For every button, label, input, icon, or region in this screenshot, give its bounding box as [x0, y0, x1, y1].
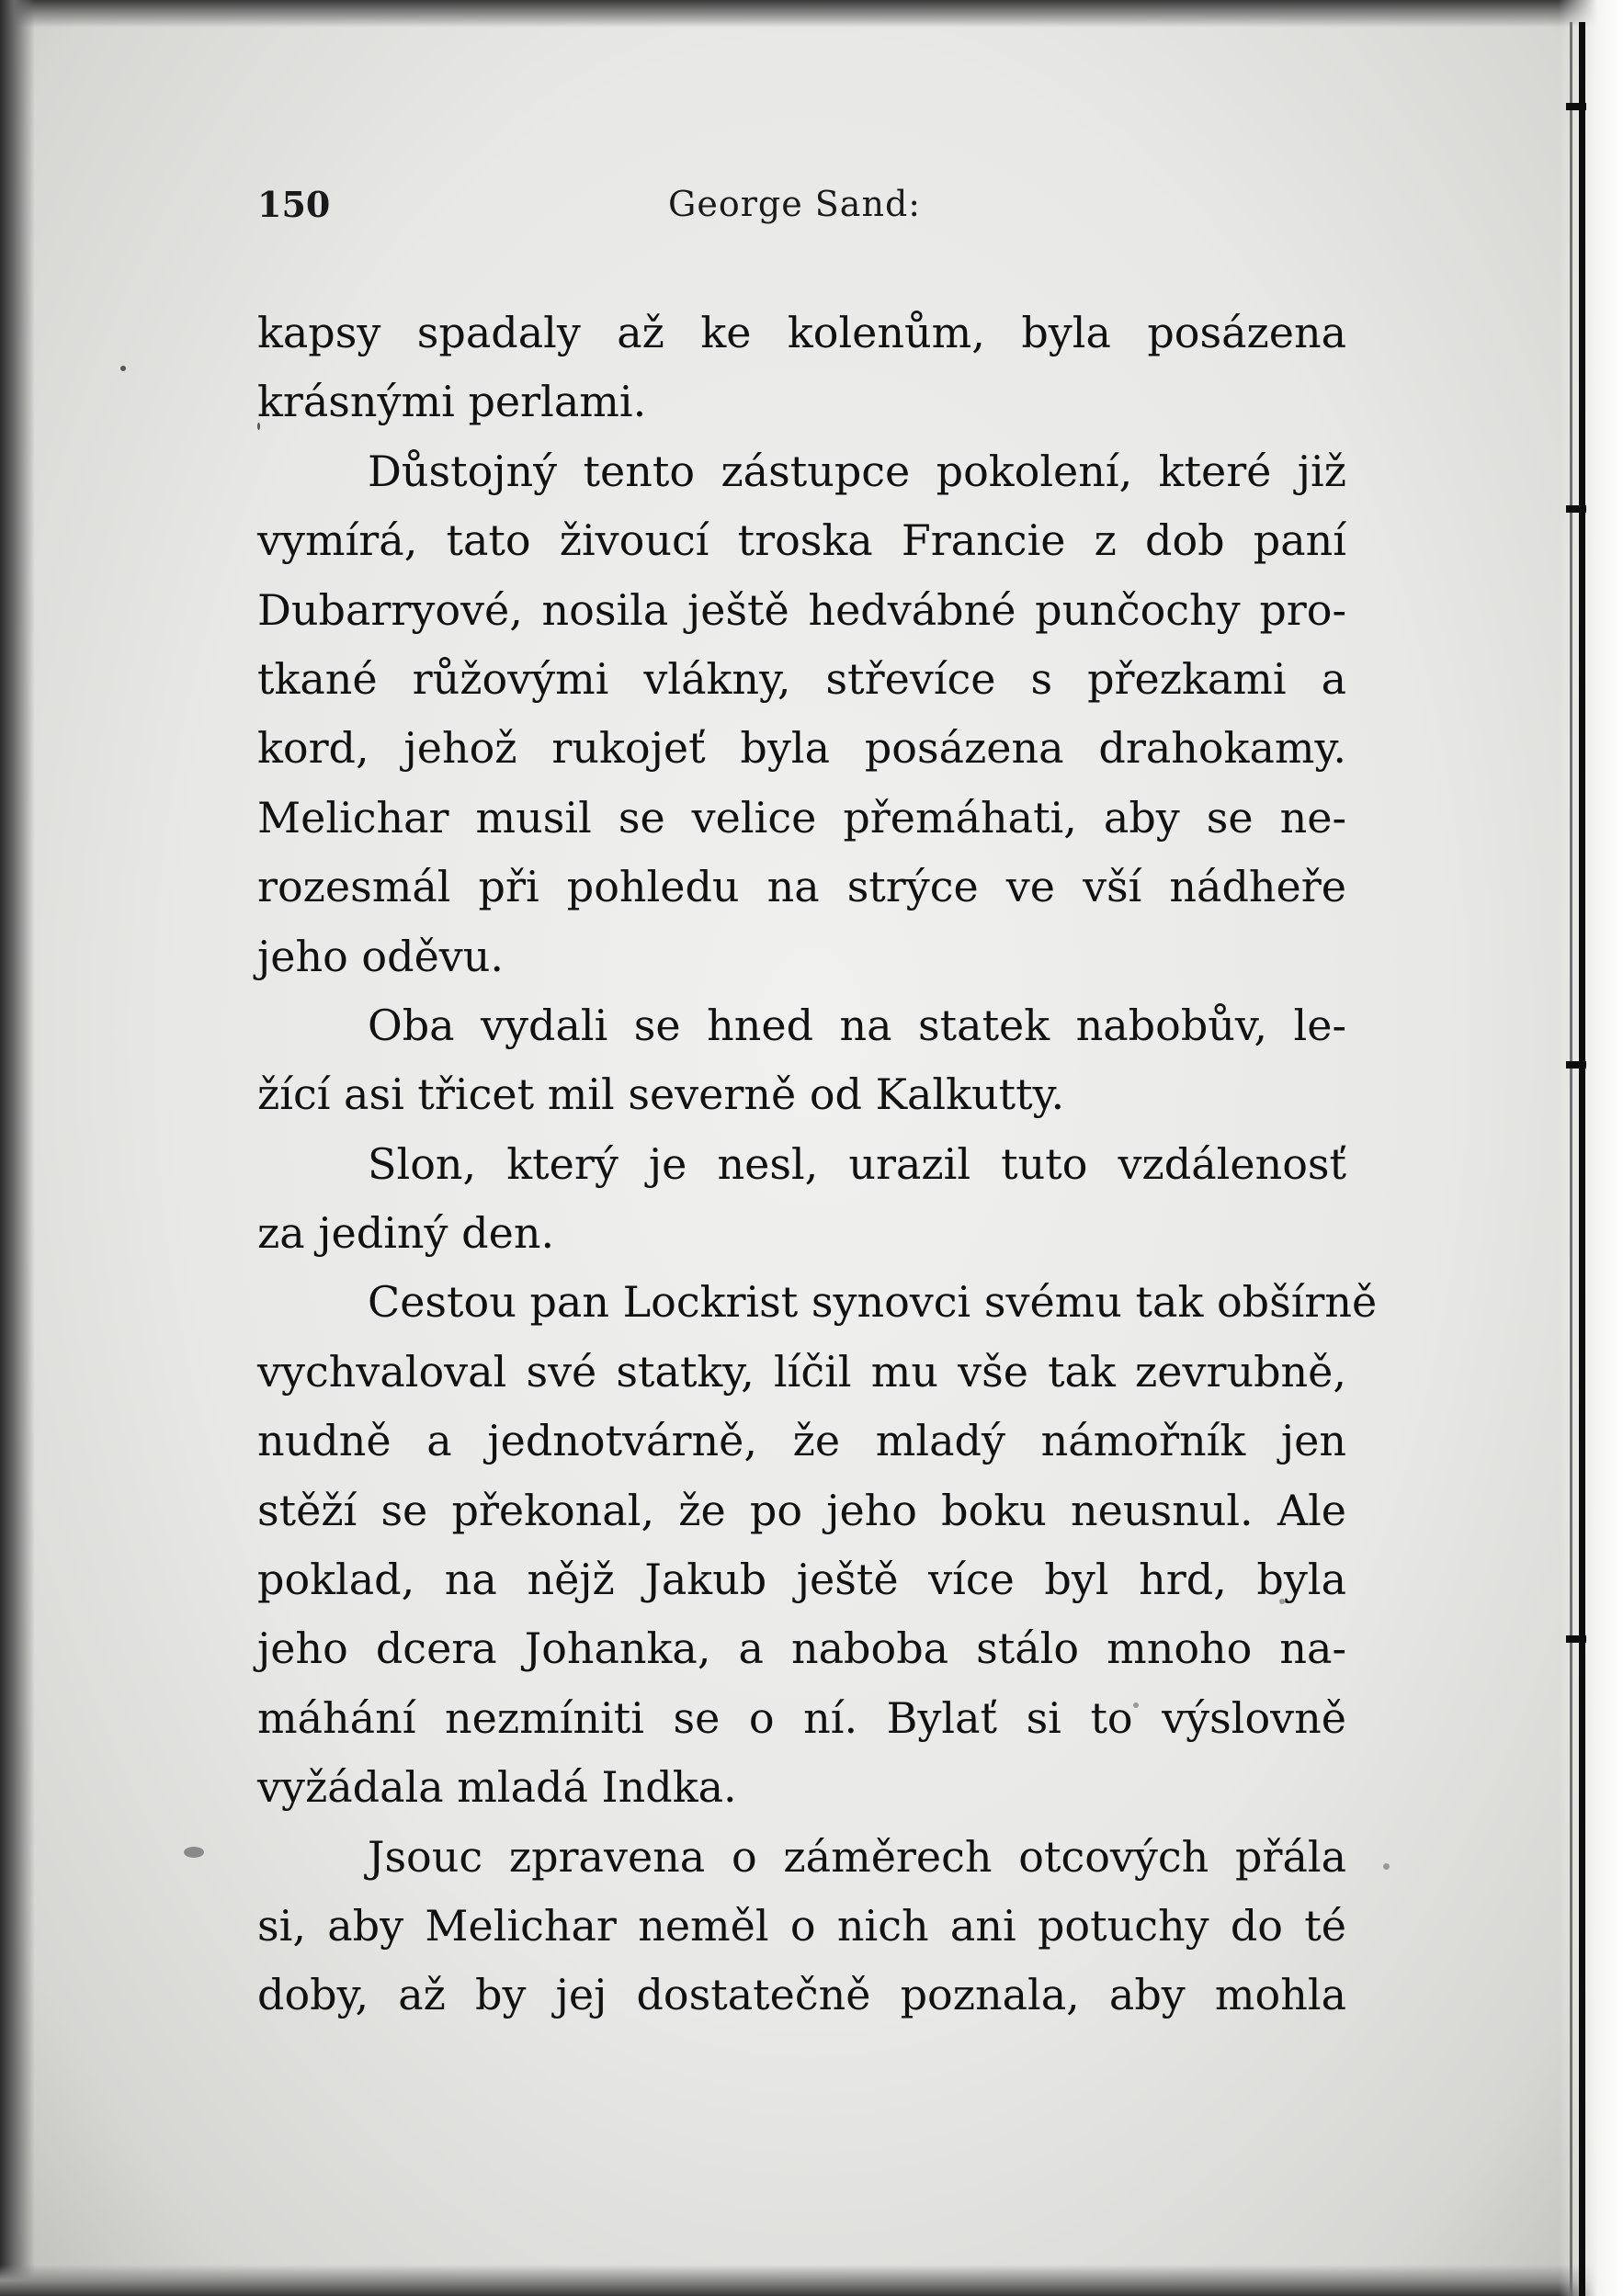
text-line: Slon, který je nesl, urazil tuto vzdálenosť — [368, 1138, 1346, 1189]
text-line: kapsy spadaly až ke kolenům, byla posázena — [257, 308, 1346, 357]
text-line: poklad, na nějž Jakub ještě více byl hrd, byla — [257, 1555, 1346, 1605]
text-line: jeho dcera Johanka, a naboba stálo mnoho na- — [257, 1623, 1346, 1674]
text-line: vymírá, tato živoucí troska Francie z dob paní — [257, 515, 1346, 566]
paragraph — [257, 991, 1346, 1130]
paragraph — [257, 437, 1346, 991]
page-number: 150 — [257, 184, 331, 225]
book-spine-edge — [1579, 22, 1585, 2296]
paragraph — [257, 1823, 1346, 2030]
text-line: Dubarryové, nosila ještě hedvábné punčochy pro- — [257, 584, 1346, 635]
scan-edge-top — [0, 0, 1623, 28]
text-line: si, aby Melichar neměl o nich ani potuchy do té — [257, 1900, 1346, 1951]
text-line: rozesmál při pohledu na strýce ve vší nádheře — [257, 862, 1346, 912]
text-line: žící asi třicet mil severně od Kalkutty. — [257, 1069, 1065, 1120]
spine-inner-line — [1570, 22, 1572, 2296]
paragraph — [257, 1268, 1378, 1822]
text-line: kord, jehož rukojeť byla posázena drahokamy. — [257, 723, 1346, 774]
running-head: George Sand: — [668, 184, 922, 224]
text-line: stěží se překonal, že po jeho boku neusnul. Ale — [257, 1485, 1346, 1535]
scan-edge-left — [0, 0, 35, 2296]
paragraph — [257, 1130, 1346, 1269]
text-line: nudně a jednotvárně, že mladý námořník jen — [257, 1416, 1346, 1466]
dust-speck — [1383, 1863, 1390, 1870]
spine-mark — [1566, 1635, 1586, 1643]
body-text — [257, 299, 1378, 2030]
dust-speck — [120, 366, 126, 371]
text-line: jeho oděvu. — [257, 931, 505, 981]
text-line: máhání nezmíniti se o ní. Bylať si to výslovně — [257, 1692, 1346, 1743]
text-line: Cestou pan Lockrist synovci svému tak obšírně — [368, 1277, 1378, 1328]
scan-edge-bottom — [0, 2265, 1623, 2296]
dust-speck — [184, 1847, 204, 1858]
paragraph — [257, 299, 1346, 437]
text-line: krásnými perlami. — [257, 377, 647, 427]
text-line: doby, až by jej dostatečně poznala, aby mohla — [257, 1970, 1346, 2020]
page-header — [257, 184, 1424, 230]
text-line: vychvaloval své statky, líčil mu vše tak zevrubně, — [257, 1346, 1346, 1397]
text-line: tkané růžovými vlákny, střevíce s přezkami a — [257, 653, 1346, 704]
spine-mark — [1566, 103, 1586, 110]
text-line: vyžádala mladá Indka. — [257, 1762, 737, 1813]
text-line: za jediný den. — [257, 1208, 555, 1259]
text-line: Důstojný tento zástupce pokolení, které již — [368, 446, 1346, 496]
spine-mark — [1566, 505, 1586, 513]
spine-mark — [1566, 1061, 1586, 1069]
text-line: Jsouc zpravena o záměrech otcových přála — [368, 1831, 1346, 1882]
text-line: Oba vydali se hned na statek nabobův, le- — [368, 1000, 1346, 1050]
text-line: Melichar musil se velice přemáhati, aby se ne- — [257, 792, 1346, 843]
spine-highlight — [1559, 0, 1623, 2296]
